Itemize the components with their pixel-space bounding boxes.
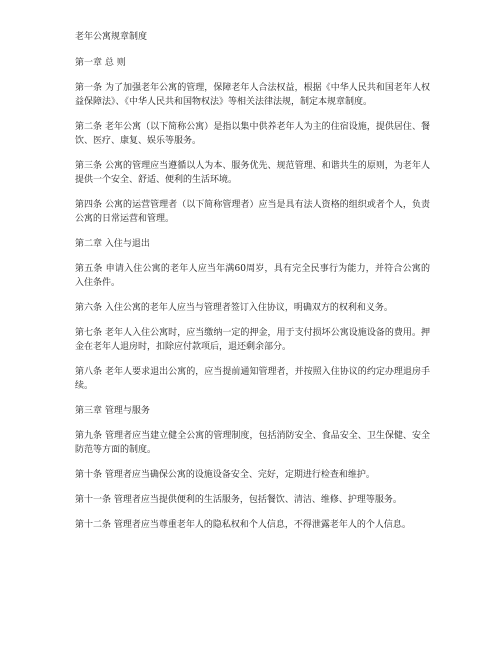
article-3: 第三条 公寓的管理应当遵循以人为本、服务优先、规范管理、和谐共生的原则，为老年人提供一个安全、舒适、便利的生活环境。 (75, 161, 430, 185)
article-5: 第五条 申请入住公寓的老年人应当年满60周岁，具有完全民事行为能力，并符合公寓的入住条件。 (75, 264, 430, 288)
article-10: 第十条 管理者应当确保公寓的设施设备安全、完好，定期进行检查和维护。 (75, 470, 375, 480)
article-12: 第十二条 管理者应当尊重老年人的隐私权和个人信息，不得泄露老年人的个人信息。 (75, 520, 411, 530)
article-1: 第一条 为了加强老年公寓的管理，保障老年人合法权益，根据《中华人民共和国老年人权益保障法》、《中华人民共和国物权法》等相关法律法规，制定本规章制度。 (75, 83, 430, 107)
article-4: 第四条 公寓的运营管理者（以下简称管理者）应当是具有法人资格的组织或者个人，负责公寓的日常运营和管理。 (75, 200, 430, 224)
article-8: 第八条 老年人要求退出公寓的，应当提前通知管理者，并按照入住协议的约定办理退房手续。 (75, 367, 430, 391)
document-title: 老年公寓规章制度 (75, 32, 148, 42)
chapter-3-heading: 第三章 管理与服务 (75, 406, 150, 416)
article-2: 第二条 老年公寓（以下简称公寓）是指以集中供养老年人为主的住宿设施，提供居住、餐饮、医疗、康复、娱乐等服务。 (75, 122, 430, 146)
article-9: 第九条 管理者应当建立健全公寓的管理制度，包括消防安全、食品安全、卫生保健、安全防范等方面的制度。 (75, 431, 430, 455)
article-7: 第七条 老年人入住公寓时，应当缴纳一定的押金，用于支付损坏公寓设施设备的费用。押金在老年人退房时，扣除应付款项后，退还剩余部分。 (75, 328, 430, 352)
article-11: 第十一条 管理者应当提供便利的生活服务，包括餐饮、清洁、维修、护理等服务。 (75, 495, 402, 505)
article-6: 第六条 入住公寓的老年人应当与管理者签订入住协议，明确双方的权利和义务。 (75, 303, 393, 313)
chapter-2-heading: 第二章 入住与退出 (75, 239, 150, 249)
chapter-1-heading: 第一章 总 则 (75, 58, 126, 68)
